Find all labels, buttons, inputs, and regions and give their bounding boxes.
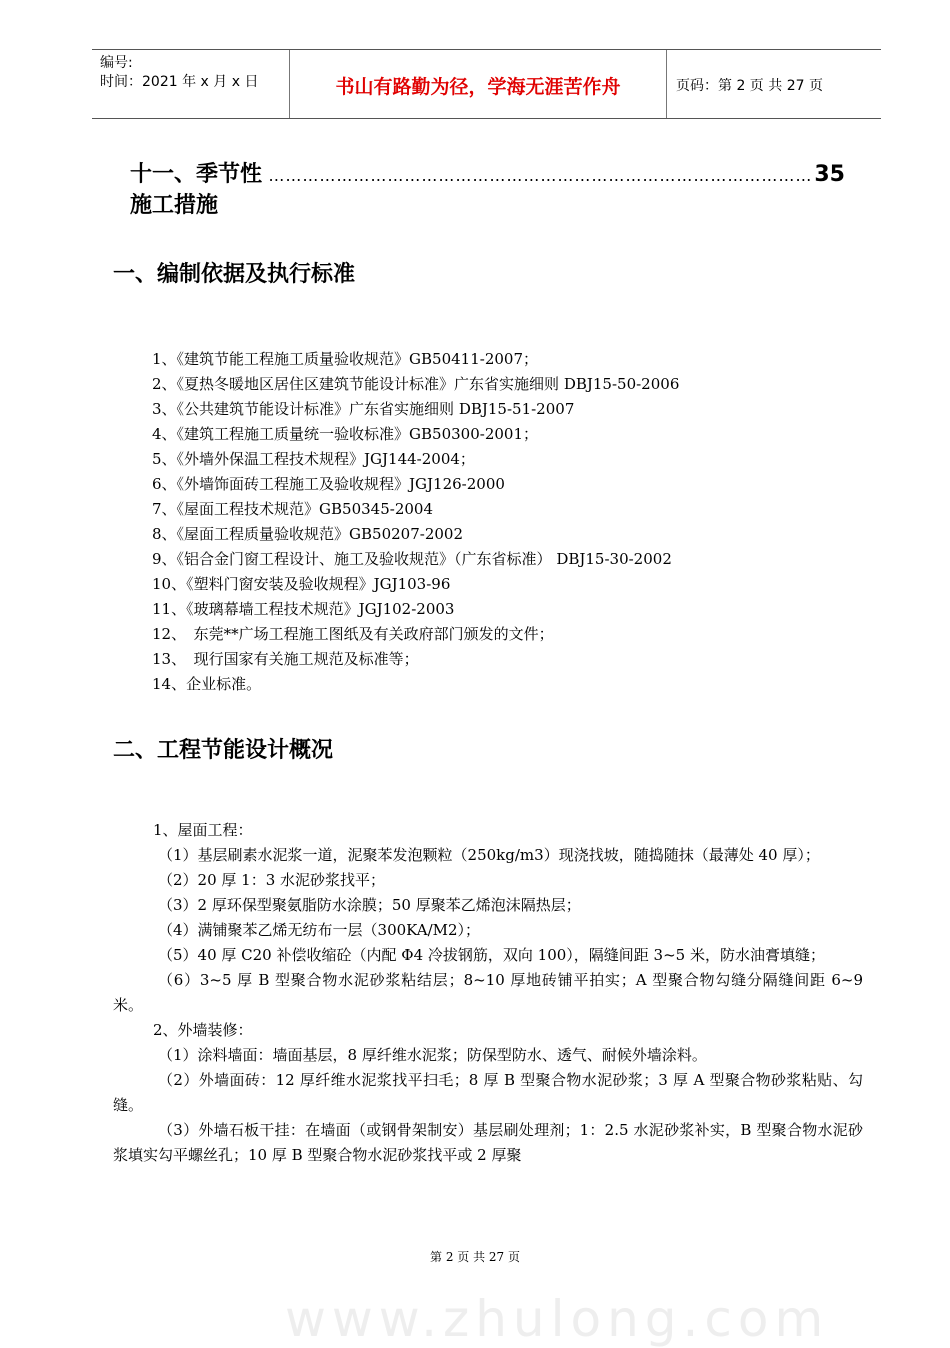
- paragraph: （3）2 厚环保型聚氨脂防水涂膜；50 厚聚苯乙烯泡沫隔热层；: [158, 896, 581, 914]
- list-item: 13、 现行国家有关施工规范及标准等；: [152, 650, 419, 668]
- paragraph: （4）满铺聚苯乙烯无纺布一层（300KA/M2）；: [158, 921, 481, 939]
- header-motto: 书山有路勤为径，学海无涯苦作舟: [335, 76, 621, 98]
- list-item: 14、企业标准。: [152, 675, 262, 693]
- page-header: [92, 49, 881, 119]
- paragraph: （1）涂料墙面：墙面基层，8 厚纤维水泥浆；防保型防水、透气、耐候外墙涂料。: [158, 1046, 707, 1064]
- subheading-exterior-wall: 2、外墙装修：: [153, 1021, 253, 1039]
- section-heading-2: 二、工程节能设计概况: [113, 738, 334, 763]
- header-meta: [100, 54, 258, 92]
- list-item: 5、《外墙外保温工程技术规程》JGJ144-2004；: [152, 450, 475, 468]
- paragraph: （6）3~5 厚 B 型聚合物水泥砂浆粘结层；8~10 厚地砖铺平拍实；A 型聚合物勾缝分隔缝间距 6~9 米。: [113, 971, 863, 1014]
- list-item: 12、 东莞**广场工程施工图纸及有关政府部门颁发的文件；: [152, 625, 554, 643]
- paragraph: （1）基层刷素水泥浆一道，泥聚苯发泡颗粒（250kg/m3）现浇找坡，随捣随抹（最薄处 40 厚）；: [158, 846, 820, 864]
- watermark: www.zhulong.com: [285, 1290, 830, 1348]
- doc-number-label: 编号:: [100, 55, 133, 71]
- toc-leader-dots: ……………………………………………………………………………………: [268, 166, 813, 185]
- list-item: 9、《铝合金门窗工程设计、施工及验收规范》（广东省标准） DBJ15-30-2002: [152, 550, 672, 568]
- list-item: 1、《建筑节能工程施工质量验收规范》GB50411-2007；: [152, 350, 539, 368]
- list-item: 3、《公共建筑节能设计标准》广东省实施细则 DBJ15-51-2007: [152, 400, 575, 418]
- paragraph: （2）外墙面砖：12 厚纤维水泥浆找平扫毛；8 厚 B 型聚合物水泥砂浆；3 厚 A 型聚合物砂浆粘贴、勾缝。: [113, 1071, 863, 1114]
- standards-list: [152, 347, 679, 697]
- toc-page-number: 35: [814, 162, 845, 187]
- list-item: 8、《屋面工程质量验收规范》GB50207-2002: [152, 525, 464, 543]
- section-heading-1: 一、编制依据及执行标准: [113, 262, 356, 287]
- subheading-roof: 1、屋面工程：: [153, 821, 253, 839]
- list-item: 6、《外墙饰面砖工程施工及验收规程》JGJ126-2000: [152, 475, 505, 493]
- list-item: 11、《玻璃幕墙工程技术规范》JGJ102-2003: [152, 600, 455, 618]
- list-item: 10、《塑料门窗安装及验收规程》JGJ103-96: [152, 575, 451, 593]
- list-item: 7、《屋面工程技术规范》GB50345-2004: [152, 500, 434, 518]
- paragraph: （5）40 厚 C20 补偿收缩砼（内配 Φ4 冷拔钢筋，双向 100），隔缝间距 3~5 米，防水油膏填缝；: [158, 946, 825, 964]
- design-overview-body: [113, 818, 863, 1168]
- page-footer: 第 2 页 共 27 页: [430, 1250, 520, 1264]
- paragraph: （2）20 厚 1：3 水泥砂浆找平；: [158, 871, 386, 889]
- header-divider: [666, 50, 667, 118]
- toc-title: 十一、季节性施工措施: [130, 162, 263, 218]
- paragraph: （3）外墙石板干挂：在墙面（或钢骨架制安）基层刷处理剂；1：2.5 水泥砂浆补实，B 型聚合物水泥砂浆填实勾平螺丝孔；10 厚 B 型聚合物水泥砂浆找平或 2 厚聚: [113, 1121, 863, 1164]
- list-item: 4、《建筑工程施工质量统一验收标准》GB50300-2001；: [152, 425, 539, 443]
- header-page-info: 页码：第 2 页 共 27 页: [676, 78, 823, 94]
- toc-entry[interactable]: [130, 157, 845, 219]
- list-item: 2、《夏热冬暖地区居住区建筑节能设计标准》广东省实施细则 DBJ15-50-2006: [152, 375, 680, 393]
- doc-time: 时间：2021 年 x 月 x 日: [100, 74, 259, 90]
